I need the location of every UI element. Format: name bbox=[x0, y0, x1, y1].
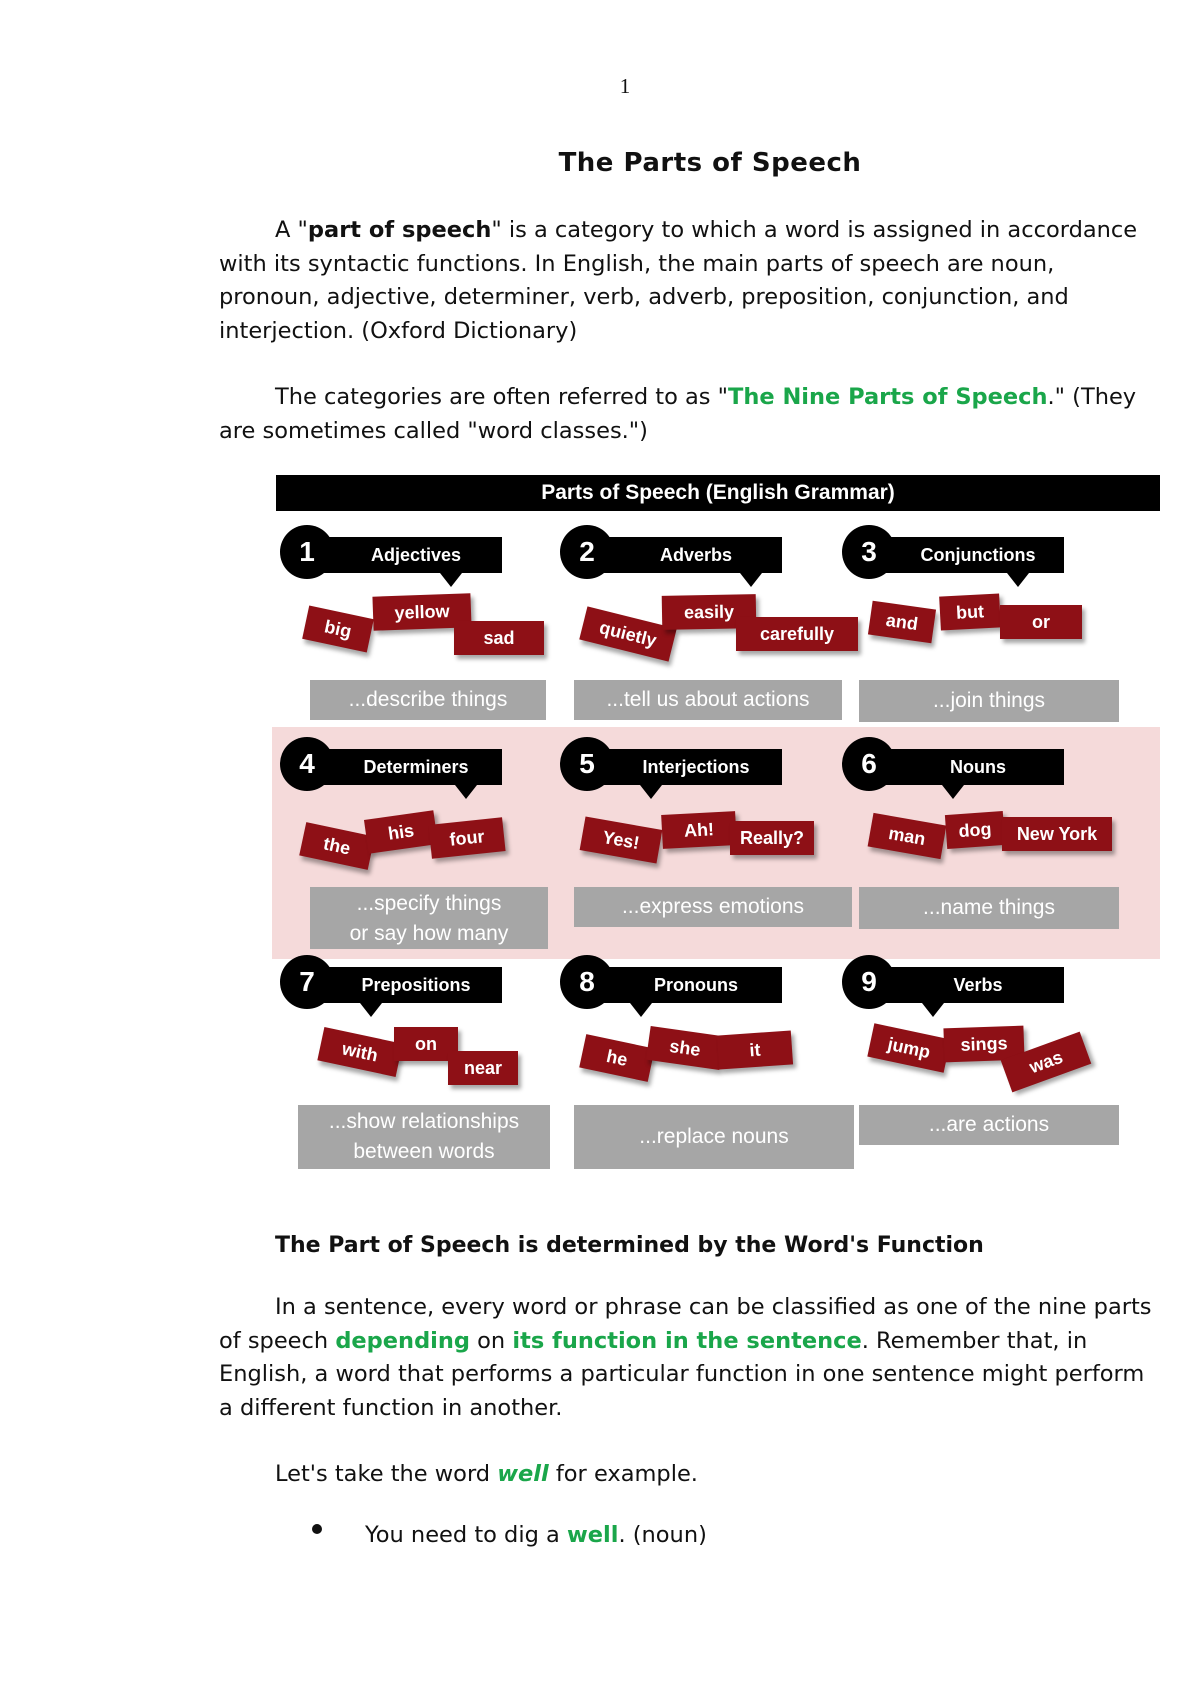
example-word-chip: near bbox=[448, 1051, 518, 1085]
category-cell-prepositions bbox=[280, 955, 570, 1170]
example-bullet bbox=[365, 1519, 1200, 1553]
body-text: Let's take the word bbox=[275, 1461, 498, 1487]
category-cell-adverbs bbox=[560, 525, 850, 740]
category-description-box bbox=[859, 680, 1119, 722]
category-description-box bbox=[310, 680, 546, 720]
body-text: on bbox=[470, 1327, 513, 1354]
example-word-chip: was bbox=[1001, 1032, 1092, 1093]
example-word-chip: with bbox=[317, 1027, 402, 1077]
example-word-chip: easily bbox=[662, 594, 757, 630]
category-name-label: Pronouns bbox=[596, 967, 782, 1003]
description-line: ...show relationships bbox=[328, 1110, 520, 1133]
category-name-label: Determiners bbox=[316, 749, 502, 785]
example-word-chip: carefully bbox=[736, 617, 858, 651]
category-description-box bbox=[298, 1105, 550, 1169]
example-word-chip: on bbox=[394, 1027, 458, 1061]
highlight-well: well bbox=[497, 1461, 549, 1487]
body-text: for example. bbox=[548, 1461, 698, 1487]
intro-text: " is a category to which a word is assigned in accordance with its syntactic functions. In English, the main parts of speech are noun, pronoun, adjective, determiner, verb, adverb, preposition, conjunction, and interjection. (Oxford Dictionary) bbox=[219, 217, 1138, 344]
category-name-label: Adverbs bbox=[596, 537, 782, 573]
example-word-chip: man bbox=[868, 813, 947, 859]
description-line: ...tell us about actions bbox=[606, 688, 810, 711]
example-word-chip: sad bbox=[454, 621, 544, 655]
example-word-chip: four bbox=[428, 817, 505, 859]
example-word-chip: Ah! bbox=[661, 811, 737, 849]
category-description-box bbox=[574, 1105, 854, 1169]
description-line: between words bbox=[353, 1140, 495, 1163]
category-number-badge: 7 bbox=[280, 955, 334, 1009]
section-heading: The Part of Speech is determined by the Word's Function bbox=[275, 1233, 984, 1258]
category-name-label: Nouns bbox=[878, 749, 1064, 785]
example-word-chip: sings bbox=[943, 1026, 1024, 1063]
callout-pointer-icon bbox=[440, 573, 462, 587]
category-cell-conjunctions bbox=[842, 525, 1132, 740]
description-line: ...are actions bbox=[928, 1113, 1050, 1136]
body-text: . Remember that, in English, a word that performs a particular function in one sentence might perform a different function in another. bbox=[219, 1327, 1145, 1421]
category-number-badge: 3 bbox=[842, 525, 896, 579]
example-word-chip: the bbox=[299, 822, 375, 870]
intro-paragraph-1 bbox=[219, 214, 1159, 348]
callout-pointer-icon bbox=[922, 1003, 944, 1017]
page-number: 1 bbox=[619, 74, 631, 98]
category-number-badge: 4 bbox=[280, 737, 334, 791]
function-paragraph bbox=[219, 1291, 1159, 1425]
category-name-label: Verbs bbox=[878, 967, 1064, 1003]
description-line: ...describe things bbox=[348, 688, 508, 711]
example-word-chip: jump bbox=[867, 1023, 950, 1072]
description-line: ...name things bbox=[923, 896, 1055, 919]
body-text: In a sentence, every word or phrase can be classified as one of the nine parts of speech bbox=[219, 1294, 1152, 1354]
example-word-chip: Really? bbox=[730, 821, 814, 855]
example-word-chip: but bbox=[939, 593, 1001, 630]
category-cell-verbs bbox=[842, 955, 1132, 1170]
body-text: . (noun) bbox=[618, 1522, 707, 1548]
category-description-box bbox=[859, 887, 1119, 929]
category-description-box bbox=[310, 887, 548, 949]
example-word-chip: she bbox=[646, 1026, 724, 1070]
highlight-well-noun: well bbox=[566, 1522, 619, 1548]
category-description-box bbox=[574, 887, 852, 927]
callout-pointer-icon bbox=[740, 573, 762, 587]
description-line: ...replace nouns bbox=[639, 1125, 789, 1148]
example-word-chip: Yes! bbox=[580, 816, 663, 863]
example-word-chip: yellow bbox=[372, 593, 471, 630]
category-number-badge: 8 bbox=[560, 955, 614, 1009]
example-word-chip: or bbox=[1000, 605, 1082, 639]
category-description-box bbox=[574, 680, 842, 720]
category-cell-nouns bbox=[842, 737, 1132, 952]
description-line: ...express emotions bbox=[621, 895, 805, 918]
category-cell-interjections bbox=[560, 737, 850, 952]
category-number-badge: 2 bbox=[560, 525, 614, 579]
category-name-label: Prepositions bbox=[316, 967, 502, 1003]
highlight-depending: depending bbox=[335, 1327, 471, 1354]
example-word-chip: and bbox=[868, 601, 936, 644]
page-title: The Parts of Speech bbox=[558, 148, 862, 178]
category-number-badge: 1 bbox=[280, 525, 334, 579]
category-name-label: Conjunctions bbox=[878, 537, 1064, 573]
category-name-label: Adjectives bbox=[316, 537, 502, 573]
callout-pointer-icon bbox=[1007, 573, 1029, 587]
infographic-title: Parts of Speech (English Grammar) bbox=[276, 475, 1160, 511]
category-cell-adjectives bbox=[280, 525, 570, 740]
example-word-chip: it bbox=[717, 1030, 793, 1069]
intro-paragraph-2 bbox=[219, 381, 1159, 448]
description-line: or say how many bbox=[349, 922, 509, 945]
callout-pointer-icon bbox=[455, 785, 477, 799]
callout-pointer-icon bbox=[640, 785, 662, 799]
category-cell-pronouns bbox=[560, 955, 850, 1170]
example-word-chip: big bbox=[302, 606, 374, 653]
category-number-badge: 5 bbox=[560, 737, 614, 791]
intro-text: ." (They are sometimes called "word classes.") bbox=[219, 384, 1137, 444]
example-word-chip: New York bbox=[1002, 817, 1112, 851]
parts-of-speech-infographic bbox=[276, 475, 1160, 1180]
category-description-box bbox=[859, 1105, 1119, 1145]
intro-text: The categories are often referred to as " bbox=[275, 384, 728, 410]
callout-pointer-icon bbox=[630, 1003, 652, 1017]
callout-pointer-icon bbox=[360, 1003, 382, 1017]
intro-text: A " bbox=[275, 217, 308, 243]
highlight-nine-parts: The Nine Parts of Speech bbox=[728, 384, 1048, 410]
category-cell-determiners bbox=[280, 737, 570, 952]
bullet-dot-icon bbox=[312, 1524, 322, 1534]
description-line: ...specify things bbox=[356, 892, 502, 915]
category-number-badge: 6 bbox=[842, 737, 896, 791]
example-intro bbox=[219, 1458, 1159, 1492]
category-number-badge: 9 bbox=[842, 955, 896, 1009]
example-word-chip: he bbox=[579, 1034, 655, 1082]
description-line: ...join things bbox=[932, 689, 1046, 712]
highlight-function: its function in the sentence bbox=[512, 1327, 862, 1354]
example-word-chip: his bbox=[364, 810, 438, 853]
category-name-label: Interjections bbox=[596, 749, 782, 785]
example-word-chip: quietly bbox=[579, 606, 676, 661]
example-word-chip: dog bbox=[945, 811, 1005, 849]
term-part-of-speech: part of speech bbox=[307, 217, 492, 243]
callout-pointer-icon bbox=[942, 785, 964, 799]
body-text: You need to dig a bbox=[365, 1522, 567, 1548]
